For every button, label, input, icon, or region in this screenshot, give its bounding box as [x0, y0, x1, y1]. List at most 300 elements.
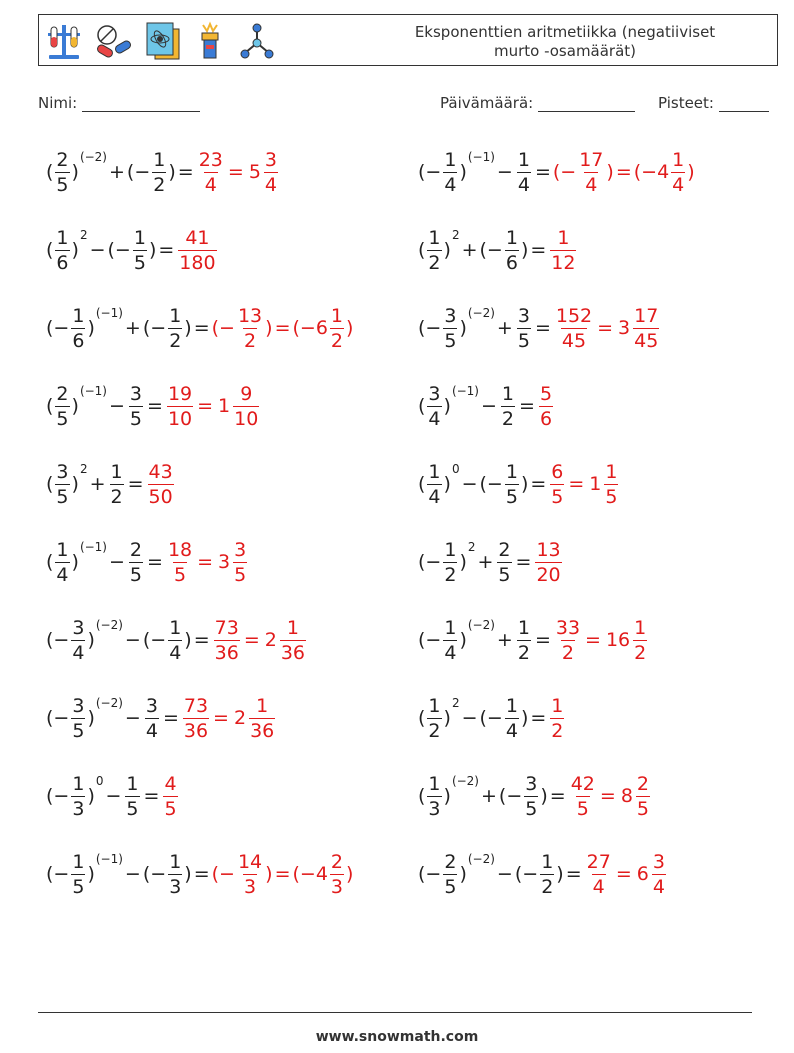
date-field[interactable] — [440, 94, 635, 112]
denominator: 5 — [576, 797, 589, 820]
parenthesis: (− — [479, 707, 503, 729]
numerator: 1 — [330, 304, 344, 327]
denominator: 36 — [280, 641, 306, 664]
parenthesis: (− — [126, 161, 151, 183]
denominator: 4 — [505, 719, 518, 742]
denominator: 5 — [525, 797, 538, 820]
fraction — [237, 304, 263, 353]
denominator: 10 — [234, 407, 259, 430]
fraction — [427, 694, 441, 743]
denominator: 12 — [551, 251, 576, 274]
exponent: (−1) — [79, 384, 107, 398]
parenthesis: ) — [459, 161, 467, 183]
parenthesis: ) — [71, 161, 79, 183]
denominator: 5 — [444, 329, 457, 352]
answer — [161, 772, 179, 821]
operator: + — [496, 629, 513, 651]
denominator: 4 — [444, 173, 457, 196]
denominator: 5 — [505, 485, 518, 508]
operator: = — [519, 395, 535, 417]
whole-number: 5 — [248, 161, 261, 183]
parenthesis: ) — [87, 629, 95, 651]
date-line[interactable] — [538, 97, 635, 112]
denominator: 4 — [444, 641, 457, 664]
parenthesis: ) — [443, 785, 451, 807]
numerator: 18 — [167, 538, 193, 561]
numerator: 2 — [636, 772, 649, 795]
problem-row — [46, 766, 180, 826]
fraction — [178, 226, 216, 275]
numerator: 1 — [286, 616, 299, 639]
numerator: 3 — [428, 382, 441, 405]
numerator: 1 — [133, 226, 146, 249]
test-tubes-icon — [45, 21, 83, 61]
denominator: 36 — [250, 719, 275, 742]
denominator: 4 — [264, 173, 277, 196]
fraction — [125, 772, 139, 821]
fraction — [633, 304, 659, 353]
operator: = — [597, 317, 614, 339]
denominator: 3 — [244, 875, 257, 898]
parenthesis: ) — [87, 317, 95, 339]
numerator: 1 — [428, 772, 441, 795]
parenthesis: (− — [418, 629, 442, 651]
answer — [533, 538, 563, 587]
parenthesis: ) — [87, 785, 95, 807]
operator: + — [496, 317, 513, 339]
operator: = — [243, 629, 260, 651]
operator: = — [615, 161, 632, 183]
numerator: 1 — [517, 616, 530, 639]
numerator: 27 — [586, 850, 611, 873]
fraction — [443, 304, 457, 353]
numerator: 2 — [129, 538, 143, 561]
denominator: 10 — [167, 407, 193, 430]
operator: = — [213, 707, 229, 729]
parenthesis: ) — [540, 785, 548, 807]
exponent: (−2) — [95, 696, 123, 710]
operator: + — [461, 239, 478, 261]
numerator: 1 — [153, 148, 166, 171]
operator: + — [481, 785, 497, 807]
numerator: 1 — [505, 226, 518, 249]
exponent: (−2) — [467, 852, 495, 866]
fraction — [71, 772, 85, 821]
parenthesis: ) — [520, 707, 529, 729]
fraction — [540, 850, 554, 899]
exponent: (−1) — [467, 150, 495, 164]
fraction — [550, 460, 564, 509]
denominator: 4 — [204, 173, 217, 196]
fraction — [604, 460, 618, 509]
answer — [548, 460, 620, 509]
parenthesis: (− — [142, 629, 167, 651]
fraction — [517, 148, 531, 197]
parenthesis: (− — [498, 785, 523, 807]
parenthesis: ) — [459, 863, 467, 885]
numerator: 73 — [214, 616, 239, 639]
denominator: 5 — [129, 563, 143, 586]
numerator: 23 — [198, 148, 223, 171]
answer — [553, 616, 649, 665]
fraction — [129, 382, 143, 431]
denominator: 4 — [428, 407, 441, 430]
denominator: 4 — [672, 173, 685, 196]
parenthesis: ) — [148, 239, 157, 261]
parenthesis: ) — [606, 161, 614, 183]
answer — [212, 304, 354, 353]
problem-row — [418, 454, 620, 514]
numerator: 1 — [444, 538, 457, 561]
fraction — [524, 772, 538, 821]
numerator: 1 — [505, 460, 518, 483]
operator: = — [193, 629, 210, 651]
problem-row — [418, 220, 578, 280]
name-line[interactable] — [82, 97, 200, 112]
numerator: 1 — [126, 772, 139, 795]
operator: = — [193, 317, 210, 339]
operator: − — [461, 473, 478, 495]
denominator: 2 — [428, 719, 441, 742]
parenthesis: (− — [211, 317, 235, 339]
parenthesis: ) — [168, 161, 176, 183]
answer — [212, 616, 308, 665]
numerator: 1 — [444, 616, 457, 639]
numerator: 1 — [72, 772, 85, 795]
exponent: (−1) — [79, 540, 107, 554]
numerator: 152 — [555, 304, 593, 327]
fraction — [636, 772, 650, 821]
denominator: 2 — [330, 329, 344, 352]
fraction — [183, 694, 209, 743]
fraction — [145, 694, 159, 743]
numerator: 1 — [428, 694, 441, 717]
exponent: (−2) — [95, 618, 123, 632]
parenthesis: ) — [459, 551, 467, 573]
numerator: 5 — [539, 382, 553, 405]
numerator: 19 — [167, 382, 193, 405]
numerator: 3 — [129, 382, 143, 405]
numerator: 3 — [56, 460, 69, 483]
denominator: 50 — [148, 485, 173, 508]
parenthesis: ) — [346, 317, 354, 339]
denominator: 6 — [72, 329, 85, 352]
parenthesis: (− — [142, 863, 167, 885]
fraction — [671, 148, 685, 197]
parenthesis: (− — [46, 629, 70, 651]
operator: + — [89, 473, 106, 495]
fraction — [517, 616, 531, 665]
problem-row — [46, 688, 277, 748]
parenthesis: ) — [71, 551, 79, 573]
numerator: 2 — [56, 148, 69, 171]
whole-number: 3 — [618, 317, 631, 339]
fraction — [586, 850, 612, 899]
whole-number: 16 — [605, 629, 631, 651]
denominator: 3 — [330, 875, 344, 898]
fraction — [71, 850, 85, 899]
denominator: 36 — [214, 641, 239, 664]
whole-number: 6 — [636, 863, 649, 885]
problem-row — [418, 766, 652, 826]
parenthesis: ( — [46, 395, 54, 417]
parenthesis: ( — [46, 551, 54, 573]
header-icons — [45, 19, 277, 63]
operator: = — [127, 473, 144, 495]
fraction — [233, 382, 259, 431]
parenthesis: (− — [479, 239, 503, 261]
numerator: 6 — [551, 460, 564, 483]
answer — [537, 382, 555, 431]
answer — [196, 148, 280, 197]
numerator: 3 — [652, 850, 665, 873]
fraction — [264, 148, 278, 197]
problem-row — [418, 532, 564, 592]
fraction — [249, 694, 275, 743]
numerator: 1 — [634, 616, 647, 639]
operator: = — [143, 785, 160, 807]
operator: = — [530, 707, 547, 729]
parenthesis: (− — [107, 239, 131, 261]
fraction — [55, 460, 69, 509]
problem-row — [418, 844, 668, 904]
answer — [212, 850, 354, 899]
title-line-1: Eksponenttien aritmetiikka (negatiiviset — [414, 23, 716, 41]
fraction — [443, 850, 457, 899]
fraction — [55, 148, 69, 197]
numerator: 14 — [237, 850, 263, 873]
parenthesis: (− — [46, 707, 70, 729]
operator: = — [615, 863, 632, 885]
exponent: 2 — [79, 462, 88, 476]
whole-number: 1 — [218, 395, 231, 417]
numerator: 9 — [240, 382, 253, 405]
fraction — [110, 460, 124, 509]
exponent: (−1) — [95, 852, 123, 866]
score-field[interactable] — [658, 94, 769, 112]
operator: = — [158, 239, 175, 261]
fraction — [427, 382, 441, 431]
exponent: (−1) — [95, 306, 123, 320]
fraction — [330, 850, 344, 899]
parenthesis: ( — [46, 473, 54, 495]
problem-row — [46, 532, 249, 592]
denominator: 5 — [133, 251, 146, 274]
fraction — [55, 538, 69, 587]
operator: = — [193, 863, 210, 885]
fraction — [330, 304, 344, 353]
numerator: 1 — [444, 148, 457, 171]
problem-row — [418, 142, 695, 202]
parenthesis: (−6 — [292, 317, 328, 339]
fraction — [148, 460, 174, 509]
fraction — [539, 382, 553, 431]
fraction — [133, 226, 147, 275]
score-label: Pisteet: — [658, 94, 714, 112]
operator: = — [227, 161, 244, 183]
denominator: 4 — [585, 173, 598, 196]
footer-url: www.snowmath.com — [315, 1029, 479, 1045]
fraction — [167, 382, 193, 431]
fraction — [129, 538, 143, 587]
numerator: 1 — [505, 694, 518, 717]
fraction — [168, 850, 182, 899]
score-line[interactable] — [719, 97, 769, 112]
operator: − — [124, 629, 141, 651]
problem-row — [418, 610, 649, 670]
denominator: 5 — [234, 563, 247, 586]
parenthesis: ) — [71, 473, 79, 495]
fraction — [555, 304, 593, 353]
numerator: 1 — [672, 148, 685, 171]
fraction — [55, 382, 69, 431]
parenthesis: ) — [346, 863, 354, 885]
parenthesis: (− — [142, 317, 167, 339]
numerator: 1 — [428, 226, 441, 249]
parenthesis: ) — [556, 863, 564, 885]
denominator: 2 — [428, 251, 441, 274]
operator: = — [530, 473, 547, 495]
denominator: 5 — [444, 875, 457, 898]
answer — [568, 772, 652, 821]
exponent: (−1) — [451, 384, 479, 398]
fraction — [443, 616, 457, 665]
numerator: 1 — [72, 304, 85, 327]
numerator: 3 — [72, 694, 85, 717]
fraction — [71, 694, 85, 743]
denominator: 180 — [179, 251, 216, 274]
exponent: (−2) — [467, 306, 495, 320]
fraction — [167, 538, 193, 587]
exponent: (−2) — [467, 618, 495, 632]
operator: = — [534, 161, 551, 183]
numerator: 1 — [72, 850, 85, 873]
numerator: 3 — [517, 304, 530, 327]
fraction — [535, 538, 561, 587]
fraction — [427, 460, 441, 509]
parenthesis: ( — [418, 707, 426, 729]
numerator: 41 — [185, 226, 210, 249]
fraction — [280, 616, 306, 665]
operator: = — [147, 395, 163, 417]
operator: = — [534, 629, 551, 651]
problem-row — [418, 298, 661, 358]
fraction — [652, 850, 666, 899]
operator: = — [177, 161, 194, 183]
numerator: 3 — [72, 616, 85, 639]
exponent: 0 — [95, 774, 104, 788]
parenthesis: (− — [514, 863, 539, 885]
title-line-2: murto -osamäärät) — [493, 42, 637, 60]
parenthesis: ( — [46, 161, 54, 183]
answer — [584, 850, 668, 899]
parenthesis: ) — [87, 707, 95, 729]
denominator: 5 — [636, 797, 649, 820]
answer — [165, 538, 249, 587]
operator: − — [109, 395, 125, 417]
denominator: 2 — [561, 641, 574, 664]
denominator: 5 — [129, 407, 143, 430]
denominator: 2 — [501, 407, 515, 430]
numerator: 1 — [501, 382, 515, 405]
denominator: 5 — [56, 407, 69, 430]
parenthesis: ) — [71, 239, 79, 261]
operator: = — [162, 707, 179, 729]
denominator: 3 — [169, 875, 182, 898]
operator: − — [89, 239, 106, 261]
operator: − — [124, 863, 141, 885]
flashlight-icon — [193, 21, 227, 61]
operator: = — [197, 551, 214, 573]
name-field[interactable] — [38, 94, 200, 112]
answer — [146, 460, 176, 509]
date-label: Päivämäärä: — [440, 94, 534, 112]
parenthesis: (−4 — [633, 161, 670, 183]
footer-divider — [38, 1012, 752, 1013]
operator: = — [274, 863, 291, 885]
parenthesis: (− — [46, 785, 70, 807]
answer — [553, 304, 661, 353]
numerator: 1 — [169, 616, 182, 639]
denominator: 5 — [126, 797, 139, 820]
whole-number: 2 — [233, 707, 247, 729]
operator: = — [599, 785, 616, 807]
numerator: 3 — [234, 538, 247, 561]
denominator: 6 — [505, 251, 518, 274]
denominator: 2 — [551, 719, 564, 742]
denominator: 5 — [72, 875, 85, 898]
fraction — [427, 772, 441, 821]
fraction — [163, 772, 177, 821]
fraction — [517, 304, 531, 353]
exponent: (−2) — [451, 774, 479, 788]
fraction — [55, 226, 69, 275]
fraction — [555, 616, 581, 665]
parenthesis: ) — [520, 239, 529, 261]
denominator: 4 — [169, 641, 182, 664]
fraction — [505, 226, 519, 275]
numerator: 3 — [444, 304, 457, 327]
denominator: 3 — [428, 797, 441, 820]
parenthesis: (− — [479, 473, 503, 495]
operator: = — [515, 551, 532, 573]
numerator: 13 — [237, 304, 263, 327]
fraction — [152, 148, 166, 197]
denominator: 5 — [56, 173, 69, 196]
denominator: 2 — [153, 173, 166, 196]
denominator: 2 — [634, 641, 647, 664]
numerator: 2 — [330, 850, 344, 873]
operator: = — [565, 863, 582, 885]
parenthesis: ) — [443, 707, 451, 729]
numerator: 1 — [110, 460, 123, 483]
denominator: 4 — [72, 641, 85, 664]
answer — [548, 226, 578, 275]
worksheet-header — [38, 14, 778, 66]
numerator: 42 — [570, 772, 595, 795]
problem-row — [418, 376, 555, 436]
fraction — [633, 616, 647, 665]
fraction — [214, 616, 240, 665]
parenthesis: (− — [46, 863, 70, 885]
denominator: 5 — [56, 485, 69, 508]
fraction — [233, 538, 247, 587]
denominator: 36 — [183, 719, 209, 742]
fraction — [570, 772, 596, 821]
fraction — [550, 694, 564, 743]
fraction — [168, 304, 182, 353]
exponent: 2 — [79, 228, 88, 242]
